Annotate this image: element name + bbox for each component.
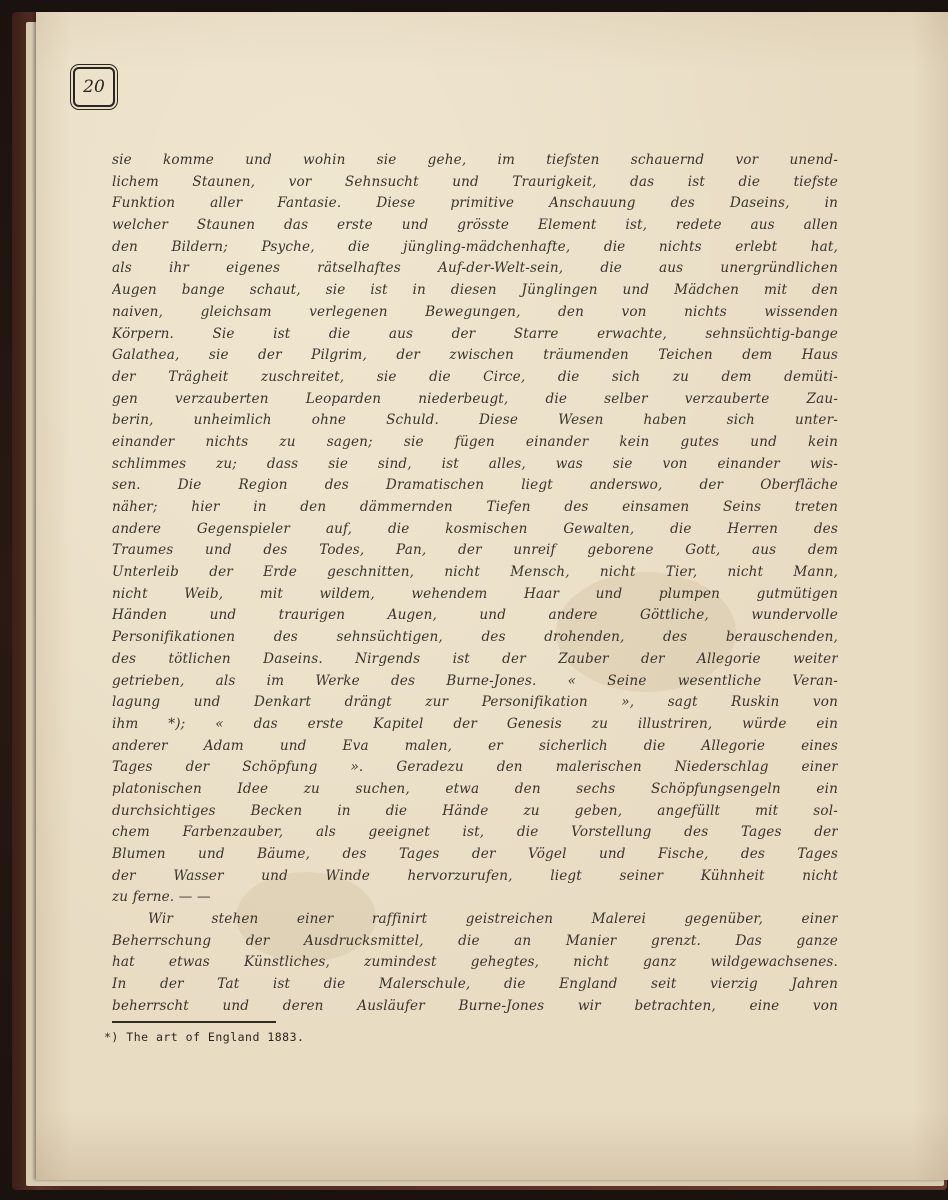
text-line: Funktion aller Fantasie. Diese primitive Anschauung des Daseins, in: [112, 195, 838, 212]
text-line: Händen und traurigen Augen, und andere Göttliche, wundervolle: [112, 607, 838, 624]
text-line: schlimmes zu; dass sie sind, ist alles, was sie von einander wis-: [112, 455, 838, 472]
text-line: andere Gegenspieler auf, die kosmischen Gewalten, die Herren des: [112, 520, 838, 537]
text-line: naiven, gleichsam verlegenen Bewegungen, den von nichts wissenden: [112, 303, 838, 320]
text-line: chem Farbenzauber, als geeignet ist, die Vorstellung des Tages der: [112, 824, 838, 841]
text-line: Blumen und Bäume, des Tages der Vögel und Fische, des Tages: [112, 846, 838, 862]
text-line: gen verzauberten Leoparden niederbeugt, die selber verzauberte Zau-: [112, 390, 838, 407]
text-line: als ihr eigenes rätselhaftes Auf-der-Welt-sein, die aus unergründlichen: [112, 260, 838, 277]
text-line: sen. Die Region des Dramatischen liegt anderswo, der Oberfläche: [112, 477, 838, 494]
text-line: einander nichts zu sagen; sie fügen einander kein gutes und kein: [112, 433, 838, 450]
text-line: welcher Staunen das erste und grösste Element ist, redete aus allen: [112, 217, 838, 234]
footnote: *) The art of England 1883.: [104, 1030, 305, 1044]
text-line: zu ferne. — —: [112, 889, 211, 906]
text-line: Wir stehen einer raffinirt geistreichen Malerei gegenüber, einer: [148, 911, 838, 928]
text-line: hat etwas Künstliches, zumindest gehegtes, nicht ganz wildgewachsenes.: [112, 954, 838, 971]
text-line: nicht Weib, mit wildem, wehendem Haar und plumpen gutmütigen: [112, 585, 838, 602]
text-line: Galathea, sie der Pilgrim, der zwischen träumenden Teichen dem Haus: [112, 347, 838, 364]
text-line: getrieben, als im Werke des Burne-Jones. « Seine wesentliche Veran-: [112, 672, 838, 689]
text-line: der Wasser und Winde hervorzurufen, liegt seiner Kühnheit nicht: [112, 867, 838, 884]
text-line: näher; hier in den dämmernden Tiefen des einsamen Seins treten: [112, 499, 838, 515]
page-number: 20: [73, 67, 115, 107]
text-line: berin, unheimlich ohne Schuld. Diese Wesen haben sich unter-: [112, 412, 838, 429]
text-line: Personifikationen des sehnsüchtigen, des drohenden, des berauschenden,: [112, 629, 838, 646]
text-line: Beherrschung der Ausdrucksmittel, die an Manier grenzt. Das ganze: [112, 932, 838, 949]
text-line: platonischen Idee zu suchen, etwa den sechs Schöpfungsengeln ein: [112, 780, 838, 797]
text-line: Augen bange schaut, sie ist in diesen Jünglingen und Mädchen mit den: [112, 282, 838, 299]
text-line: Tages der Schöpfung ». Geradezu den malerischen Niederschlag einer: [112, 759, 838, 776]
text-line: durchsichtiges Becken in die Hände zu geben, angefüllt mit sol-: [112, 802, 838, 819]
text-line: sie komme und wohin sie gehe, im tiefsten schauernd vor unend-: [112, 152, 838, 168]
text-line: ihm *); « das erste Kapitel der Genesis zu illustriren, würde ein: [112, 715, 838, 732]
text-line: lagung und Denkart drängt zur Personifikation », sagt Ruskin von: [112, 694, 838, 711]
text-line: der Trägheit zuschreitet, sie die Circe, die sich zu dem demüti-: [112, 368, 838, 385]
text-line: Unterleib der Erde geschnitten, nicht Mensch, nicht Tier, nicht Mann,: [112, 564, 838, 581]
text-line: Traumes und des Todes, Pan, der unreif geborene Gott, aus dem: [112, 542, 838, 559]
handwritten-body-text: [112, 150, 838, 1018]
text-line: beherrscht und deren Ausläufer Burne-Jones wir betrachten, eine von: [112, 997, 838, 1014]
text-line: des tötlichen Daseins. Nirgends ist der Zauber der Allegorie weiter: [112, 650, 838, 667]
text-line: lichem Staunen, vor Sehnsucht und Traurigkeit, das ist die tiefste: [112, 173, 838, 190]
text-line: In der Tat ist die Malerschule, die England seit vierzig Jahren: [112, 976, 838, 993]
text-line: den Bildern; Psyche, die jüngling-mädchenhafte, die nichts erlebt hat,: [112, 238, 838, 255]
footnote-rule: [112, 1021, 276, 1023]
text-line: Körpern. Sie ist die aus der Starre erwachte, sehnsüchtig-bange: [112, 325, 838, 342]
text-line: anderer Adam und Eva malen, er sicherlich die Allegorie eines: [112, 737, 838, 754]
